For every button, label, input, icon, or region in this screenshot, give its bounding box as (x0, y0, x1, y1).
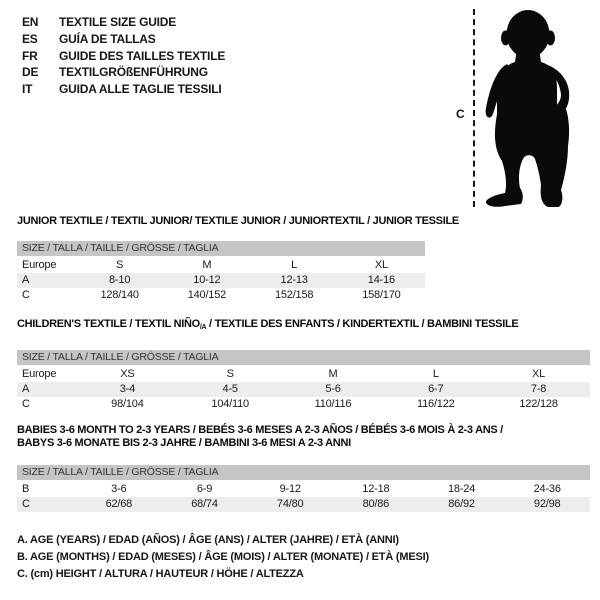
height-measure-dashed-line (473, 9, 475, 207)
table-row (17, 482, 590, 497)
table-cell: 110/116 (314, 398, 352, 410)
table-cell: M (202, 259, 212, 271)
table-cell: 14-16 (367, 274, 395, 286)
table-cell: XS (120, 368, 135, 380)
table-cell: M (328, 368, 338, 380)
lang-label: GUÍA DE TALLAS (59, 32, 156, 47)
table-cell: 5-6 (325, 383, 341, 395)
table-row (17, 288, 425, 303)
baby-silhouette-icon (481, 9, 577, 207)
table-row (17, 258, 425, 273)
table-row (17, 397, 590, 412)
table-cell: 8-10 (109, 274, 131, 286)
table-cell: 62/68 (105, 498, 133, 510)
table-cell: 3-4 (119, 383, 136, 395)
table-cell: 7-8 (530, 383, 547, 395)
title-text: / TEXTILE DES ENFANTS / KINDERTEXTIL / BAMBINI TESSILE (206, 318, 519, 330)
size-header-bar: SIZE / TALLA / TAILLE / GRÖSSE / TAGLIA (17, 241, 425, 256)
title-line-1: BABIES 3-6 MONTH TO 2-3 YEARS / BEBÉS 3-6 MESES A 2-3 AÑOS / BÉBÉS 3-6 MOIS À 2-3 ANS / (17, 424, 503, 436)
lang-code: IT (22, 82, 33, 97)
junior-table-title: JUNIOR TEXTILE / TEXTIL JUNIOR/ TEXTILE JUNIOR / JUNIORTEXTIL / JUNIOR TESSILE (17, 215, 459, 227)
row-label: C (22, 398, 30, 410)
table-cell: S (116, 259, 124, 271)
babies-table-title (17, 424, 590, 450)
table-cell: 6-7 (428, 383, 444, 395)
table-cell: 3-6 (111, 483, 127, 495)
table-cell: S (226, 368, 234, 380)
table-cell: 86/92 (448, 498, 475, 510)
lang-row-es (22, 31, 225, 48)
table-row (17, 497, 590, 512)
table-row (17, 273, 425, 288)
lang-label: TEXTILGRÖßENFÜHRUNG (59, 65, 208, 80)
row-label: B (22, 483, 30, 495)
row-label: C (22, 289, 30, 301)
table-cell: XL (532, 368, 546, 380)
lang-row-de (22, 64, 225, 81)
title-line-2: BABYS 3-6 MONATE BIS 2-3 JAHRE / BAMBINI 3-6 MESI A 2-3 ANNI (17, 437, 351, 449)
note-c: C. (cm) HEIGHT / ALTURA / HAUTEUR / HÖHE / ALTEZZA (17, 568, 304, 580)
table-cell: 122/128 (519, 398, 558, 410)
height-measure-label: C (456, 107, 465, 121)
table-cell: 6-9 (196, 483, 213, 495)
table-cell: 80/86 (362, 498, 390, 510)
lang-code: FR (22, 48, 38, 63)
table-cell: 24-36 (533, 483, 561, 495)
legend-notes (17, 532, 429, 583)
lang-row-it (22, 81, 225, 98)
table-cell: 152/158 (274, 289, 314, 301)
junior-table-section (17, 215, 459, 303)
table-cell: 140/152 (187, 289, 227, 301)
row-label: Europe (22, 259, 57, 271)
table-cell: 12-18 (362, 483, 390, 495)
table-cell: 158/170 (362, 289, 401, 301)
size-header-bar: SIZE / TALLA / TAILLE / GRÖSSE / TAGLIA (17, 465, 590, 480)
language-header (22, 14, 225, 97)
table-cell: L (291, 259, 298, 271)
lang-code: DE (22, 65, 39, 80)
lang-label: GUIDE DES TAILLES TEXTILE (59, 48, 226, 63)
row-label: C (22, 498, 30, 510)
table-cell: 4-5 (222, 383, 238, 395)
note-b: B. AGE (MONTHS) / EDAD (MESES) / ÂGE (MOIS) / ALTER (MONATE) / ETÀ (MESI) (17, 551, 429, 563)
table-row (17, 367, 590, 382)
table-cell: XL (374, 259, 388, 271)
row-label: A (22, 274, 30, 286)
lang-label: TEXTILE SIZE GUIDE (59, 15, 177, 30)
table-cell: 116/122 (417, 398, 455, 410)
table-cell: 98/104 (111, 398, 144, 410)
table-cell: 92/98 (533, 498, 561, 510)
lang-code: EN (22, 15, 39, 30)
table-cell: 128/140 (100, 289, 139, 301)
note-a: A. AGE (YEARS) / EDAD (AÑOS) / ÂGE (ANS) / ALTER (JAHRE) / ETÀ (ANNI) (17, 534, 399, 546)
lang-code: ES (22, 32, 38, 47)
table-cell: 104/110 (211, 398, 249, 410)
children-table-title (17, 318, 590, 334)
row-label: A (22, 383, 30, 395)
size-header-bar: SIZE / TALLA / TAILLE / GRÖSSE / TAGLIA (17, 350, 590, 365)
table-cell: 9-12 (279, 483, 301, 495)
table-cell: L (432, 368, 439, 380)
babies-table-section (17, 424, 590, 512)
lang-row-en (22, 14, 225, 31)
table-cell: 74/80 (276, 498, 304, 510)
table-cell: 68/74 (191, 498, 218, 510)
row-label: Europe (22, 368, 57, 380)
children-table-section (17, 318, 590, 412)
lang-row-fr (22, 47, 225, 64)
lang-label: GUIDA ALLE TAGLIE TESSILI (59, 82, 222, 97)
title-subscript: /A (199, 324, 207, 331)
table-cell: 18-24 (447, 483, 476, 495)
table-cell: 12-13 (280, 274, 308, 286)
title-text: CHILDREN'S TEXTILE / TEXTIL NIÑO (17, 318, 200, 330)
table-row (17, 382, 590, 397)
table-cell: 10-12 (193, 274, 221, 286)
